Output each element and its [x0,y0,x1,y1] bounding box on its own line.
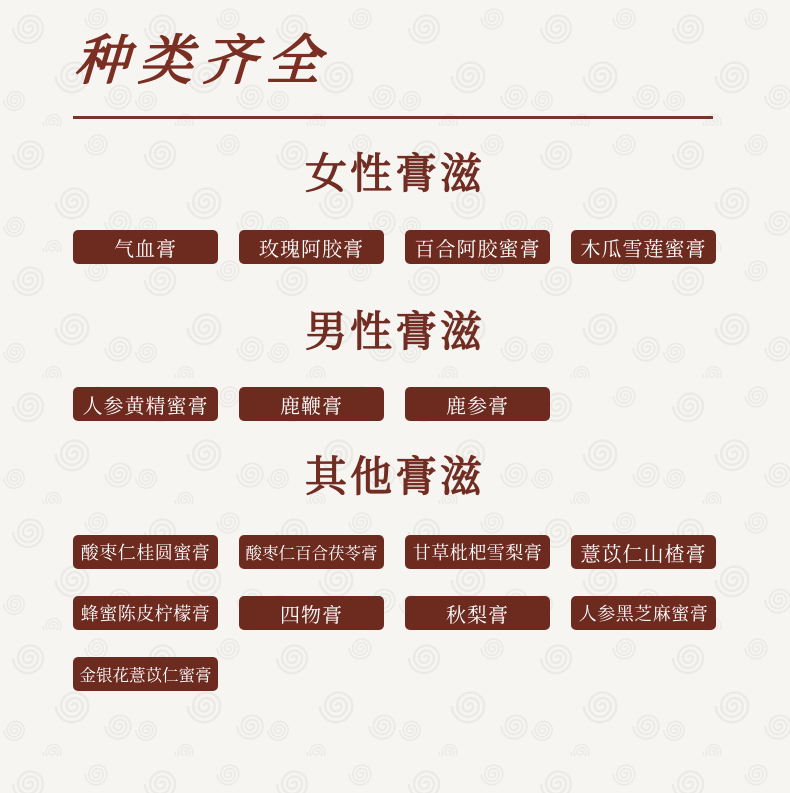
product-button[interactable]: 金银花薏苡仁蜜膏 [73,657,218,691]
product-button[interactable]: 薏苡仁山楂膏 [571,535,716,569]
title-divider [73,116,713,119]
male-products-row [73,387,717,421]
product-button[interactable]: 鹿鞭膏 [239,387,384,421]
product-button[interactable]: 木瓜雪莲蜜膏 [571,230,716,264]
product-button[interactable]: 玫瑰阿胶膏 [239,230,384,264]
product-button[interactable]: 酸枣仁桂圆蜜膏 [73,535,218,569]
female-products-row [73,230,717,264]
section-heading-other: 其他膏滋 [304,455,485,502]
product-button[interactable]: 百合阿胶蜜膏 [405,230,550,264]
product-button[interactable]: 秋梨膏 [405,596,550,630]
section-heading-female: 女性膏滋 [304,152,485,199]
product-button[interactable]: 甘草枇杷雪梨膏 [405,535,550,569]
other-products-grid [73,535,717,691]
section-heading-male: 男性膏滋 [304,310,485,357]
product-button[interactable]: 人参黑芝麻蜜膏 [571,596,716,630]
product-button[interactable]: 四物膏 [239,596,384,630]
product-button[interactable]: 酸枣仁百合茯苓膏 [239,535,384,569]
product-button[interactable]: 鹿参膏 [405,387,550,421]
product-button[interactable]: 蜂蜜陈皮柠檬膏 [73,596,218,630]
product-button[interactable]: 气血膏 [73,230,218,264]
product-button[interactable]: 人参黄精蜜膏 [73,387,218,421]
page-title: 种类齐全 [73,31,333,91]
